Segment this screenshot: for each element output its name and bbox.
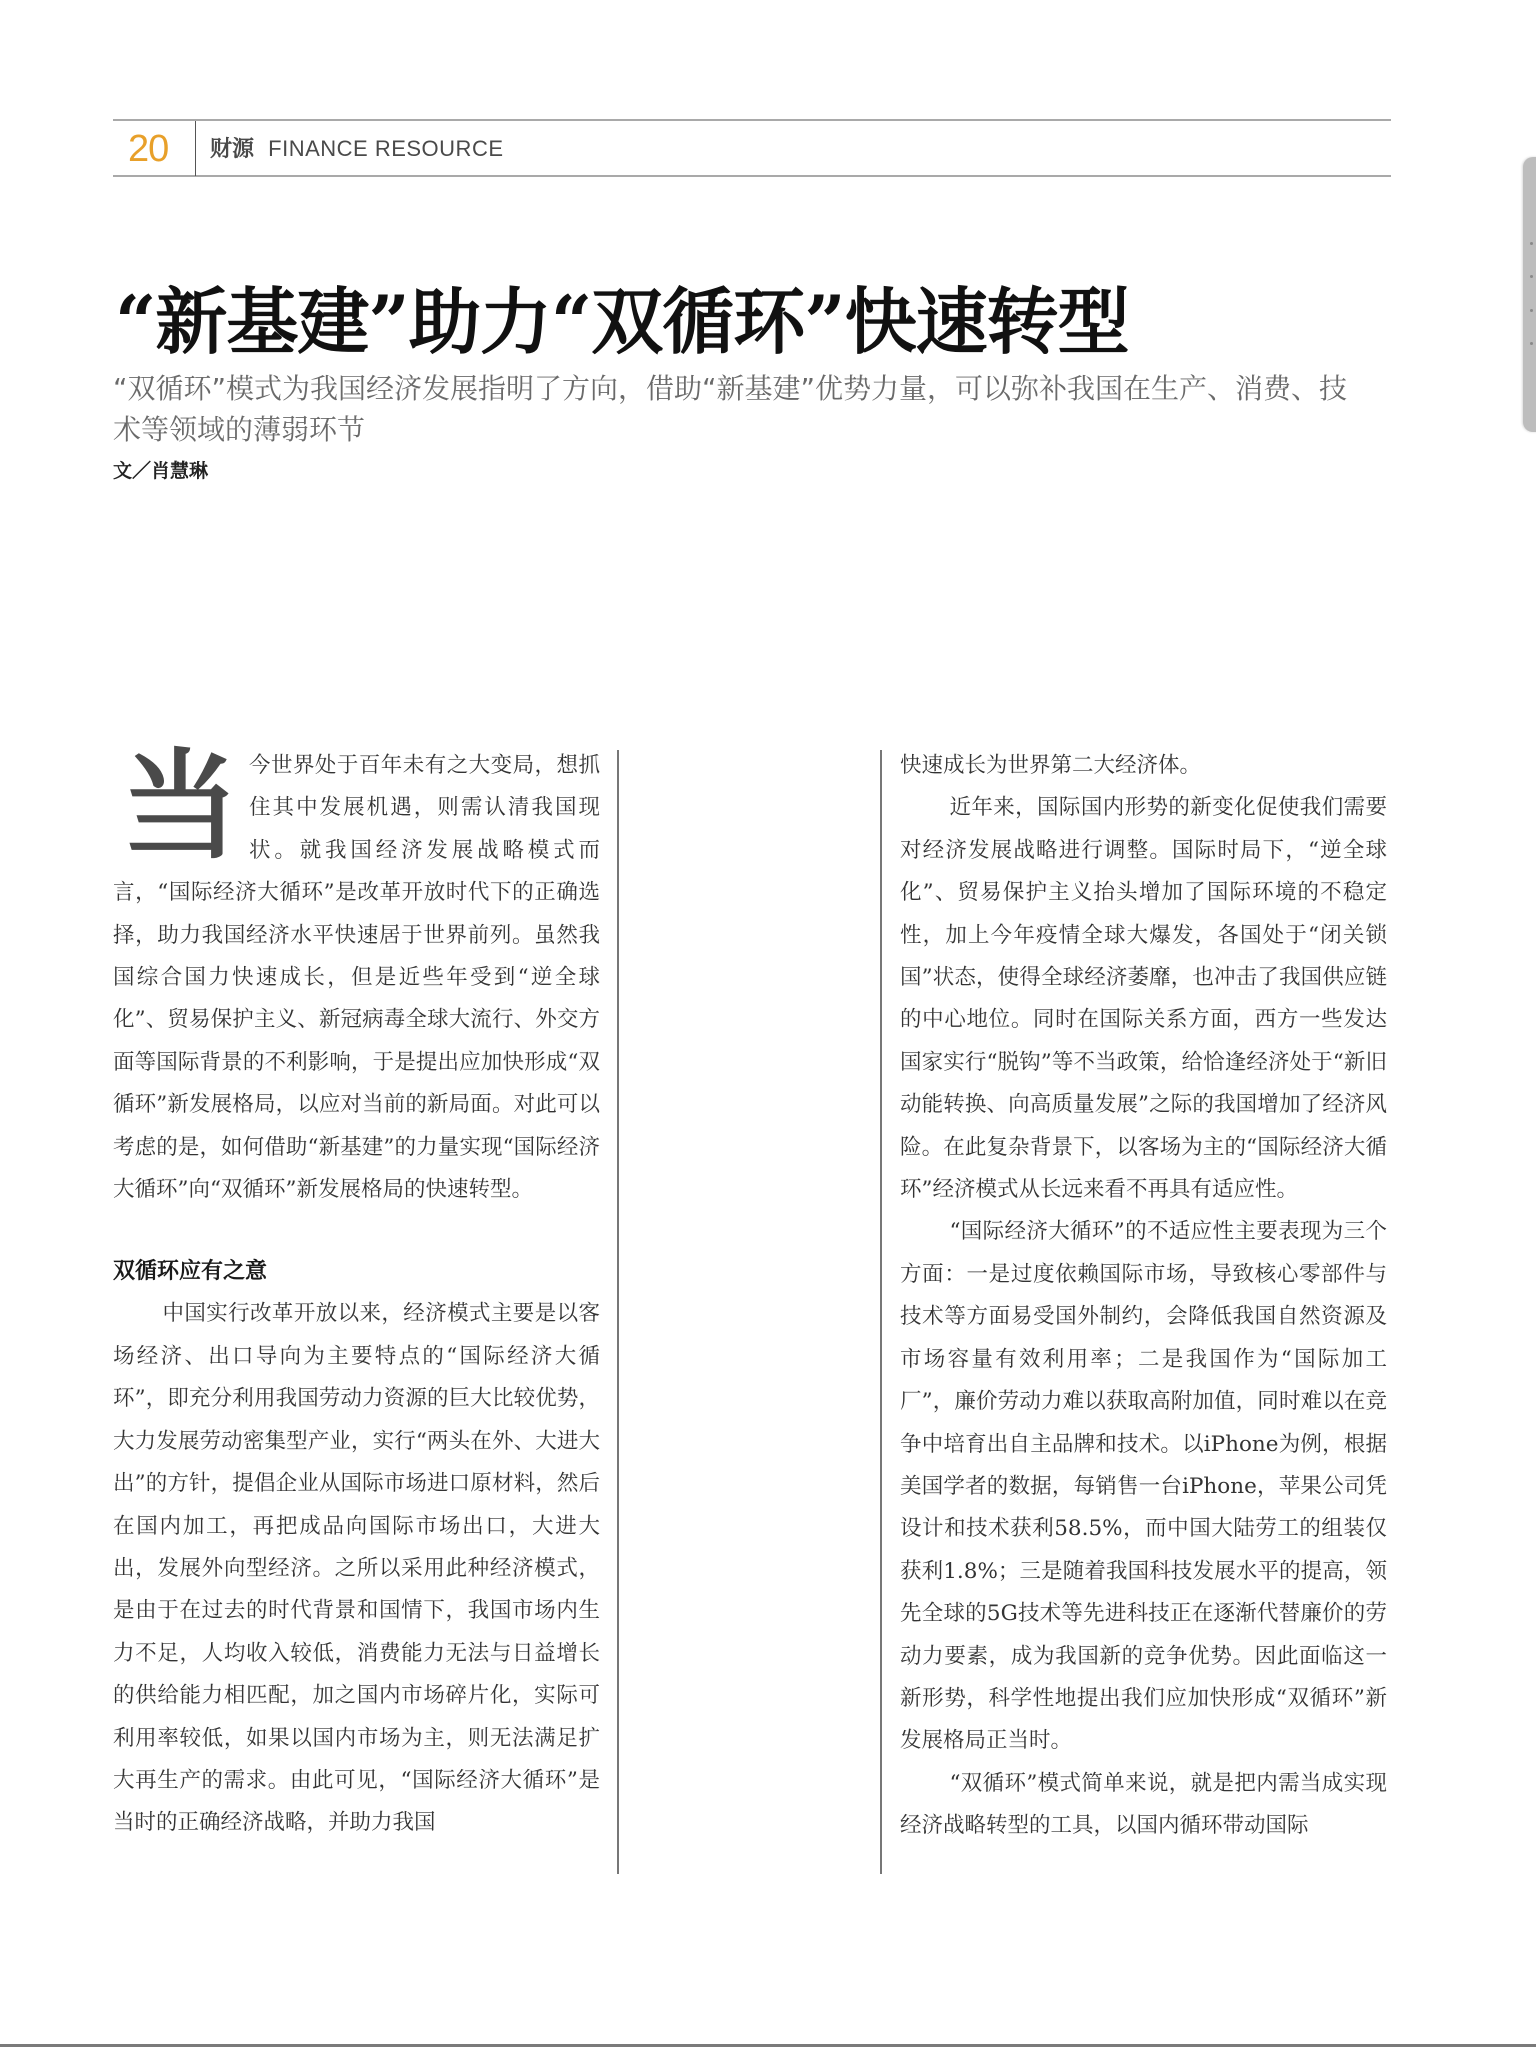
body-paragraph: “双循环”模式简单来说，就是把内需当成实现经济战略转型的工具，以国内循环带动国际 [900,1770,1387,1839]
article-byline: 文／肖慧琳 [113,460,209,482]
grip-dots-icon [1530,275,1533,278]
header-bottom-rule [113,175,1391,177]
grip-dots-icon [1530,242,1533,245]
drop-cap: 当 [121,736,240,875]
section-label-cn: 财源 [210,136,255,161]
intro-paragraph [113,736,600,1211]
column-rule-right [880,750,882,1874]
header-separator [195,121,196,176]
side-scroll-handle[interactable] [1523,157,1536,432]
left-column [113,736,600,1845]
grip-dots-icon [1530,342,1533,345]
body-paragraph: 中国实行改革开放以来，经济模式主要是以客场经济、出口导向为主要特点的“国际经济大循环”，即充分利用我国劳动力资源的巨大比较优势，大力发展劳动密集型产业，实行“两头在外、大进大出”的方针，提倡企业从国际市场进口原材料，然后在国内加工，再把成品向国际市场出口，大进大出，发展外向型经济。之所以采用此种经济模式，是由于在过去的时代背景和国情下，我国市场内生力不足，人均收入较低，消费能力无法与日益增长的供给能力相匹配，加之国内市场碎片化，实际可利用率较低，如果以国内市场为主，则无法满足扩大再生产的需求。由此可见，“国际经济大循环”是当时的正确经济战略，并助力我国 [113,1301,600,1836]
article-subtitle: “双循环”模式为我国经济发展指明了方向，借助“新基建”优势力量，可以弥补我国在生产、消费、技术等领域的薄弱环节 [113,372,1348,446]
intro-text: 今世界处于百年未有之大变局，想抓住其中发展机遇，则需认清我国现状。就我国经济发展战略模式而言，“国际经济大循环”是改革开放时代下的正确选择，助力我国经济水平快速居于世界前列。虽然我国综合国力快速成长，但是近些年受到“逆全球化”、贸易保护主义、新冠病毒全球大流行、外交方面等国际背景的不利影响，于是提出应加快形成“双循环”新发展格局，以应对当前的新局面。对此可以考虑的是，如何借助“新基建”的力量实现“国际经济大循环”向“双循环”新发展格局的快速转型。 [113,753,600,1203]
body-paragraph: “国际经济大循环”的不适应性主要表现为三个方面：一是过度依赖国际市场，导致核心零部件与技术等方面易受国外制约，会降低我国自然资源及市场容量有效利用率；二是我国作为“国际加工厂”，廉价劳动力难以获取高附加值，同时难以在竞争中培育出自主品牌和技术。以iPhone为例，根据美国学者的数据，每销售一台iPhone，苹果公司凭设计和技术获利58.5%，而中国大陆劳工的组装仅获利1.8%；三是随着我国科技发展水平的提高，领先全球的5G技术等先进科技正在逐渐代替廉价的劳动力要素，成为我国新的竞争优势。因此面临这一新形势，科学性地提出我们应加快形成“双循环”新发展格局正当时。 [900,1219,1387,1754]
section-heading: 双循环应有之意 [113,1259,268,1285]
article-title: “新基建”助力“双循环”快速转型 [115,279,1129,364]
body-paragraph: 近年来，国际国内形势的新变化促使我们需要对经济发展战略进行调整。国际时局下，“逆全球化”、贸易保护主义抬头增加了国际环境的不稳定性，加上今年疫情全球大爆发，各国处于“闭关锁国”状态，使得全球经济萎靡，也冲击了我国供应链的中心地位。同时在国际关系方面，西方一些发达国家实行“脱钩”等不当政策，给恰逢经济处于“新旧动能转换、向高质量发展”之际的我国增加了经济风险。在此复杂背景下，以客场为主的“国际经济大循环”经济模式从长远来看不再具有适应性。 [900,795,1387,1203]
right-column [900,745,1387,1848]
body-paragraph-continuation: 快速成长为世界第二大经济体。 [900,753,1202,778]
column-rule-left [617,750,619,1874]
header-top-rule [113,119,1391,121]
section-label [210,133,504,165]
grip-dots-icon [1530,309,1533,312]
page-number: 20 [128,128,169,170]
section-label-en: FINANCE RESOURCE [268,136,504,161]
